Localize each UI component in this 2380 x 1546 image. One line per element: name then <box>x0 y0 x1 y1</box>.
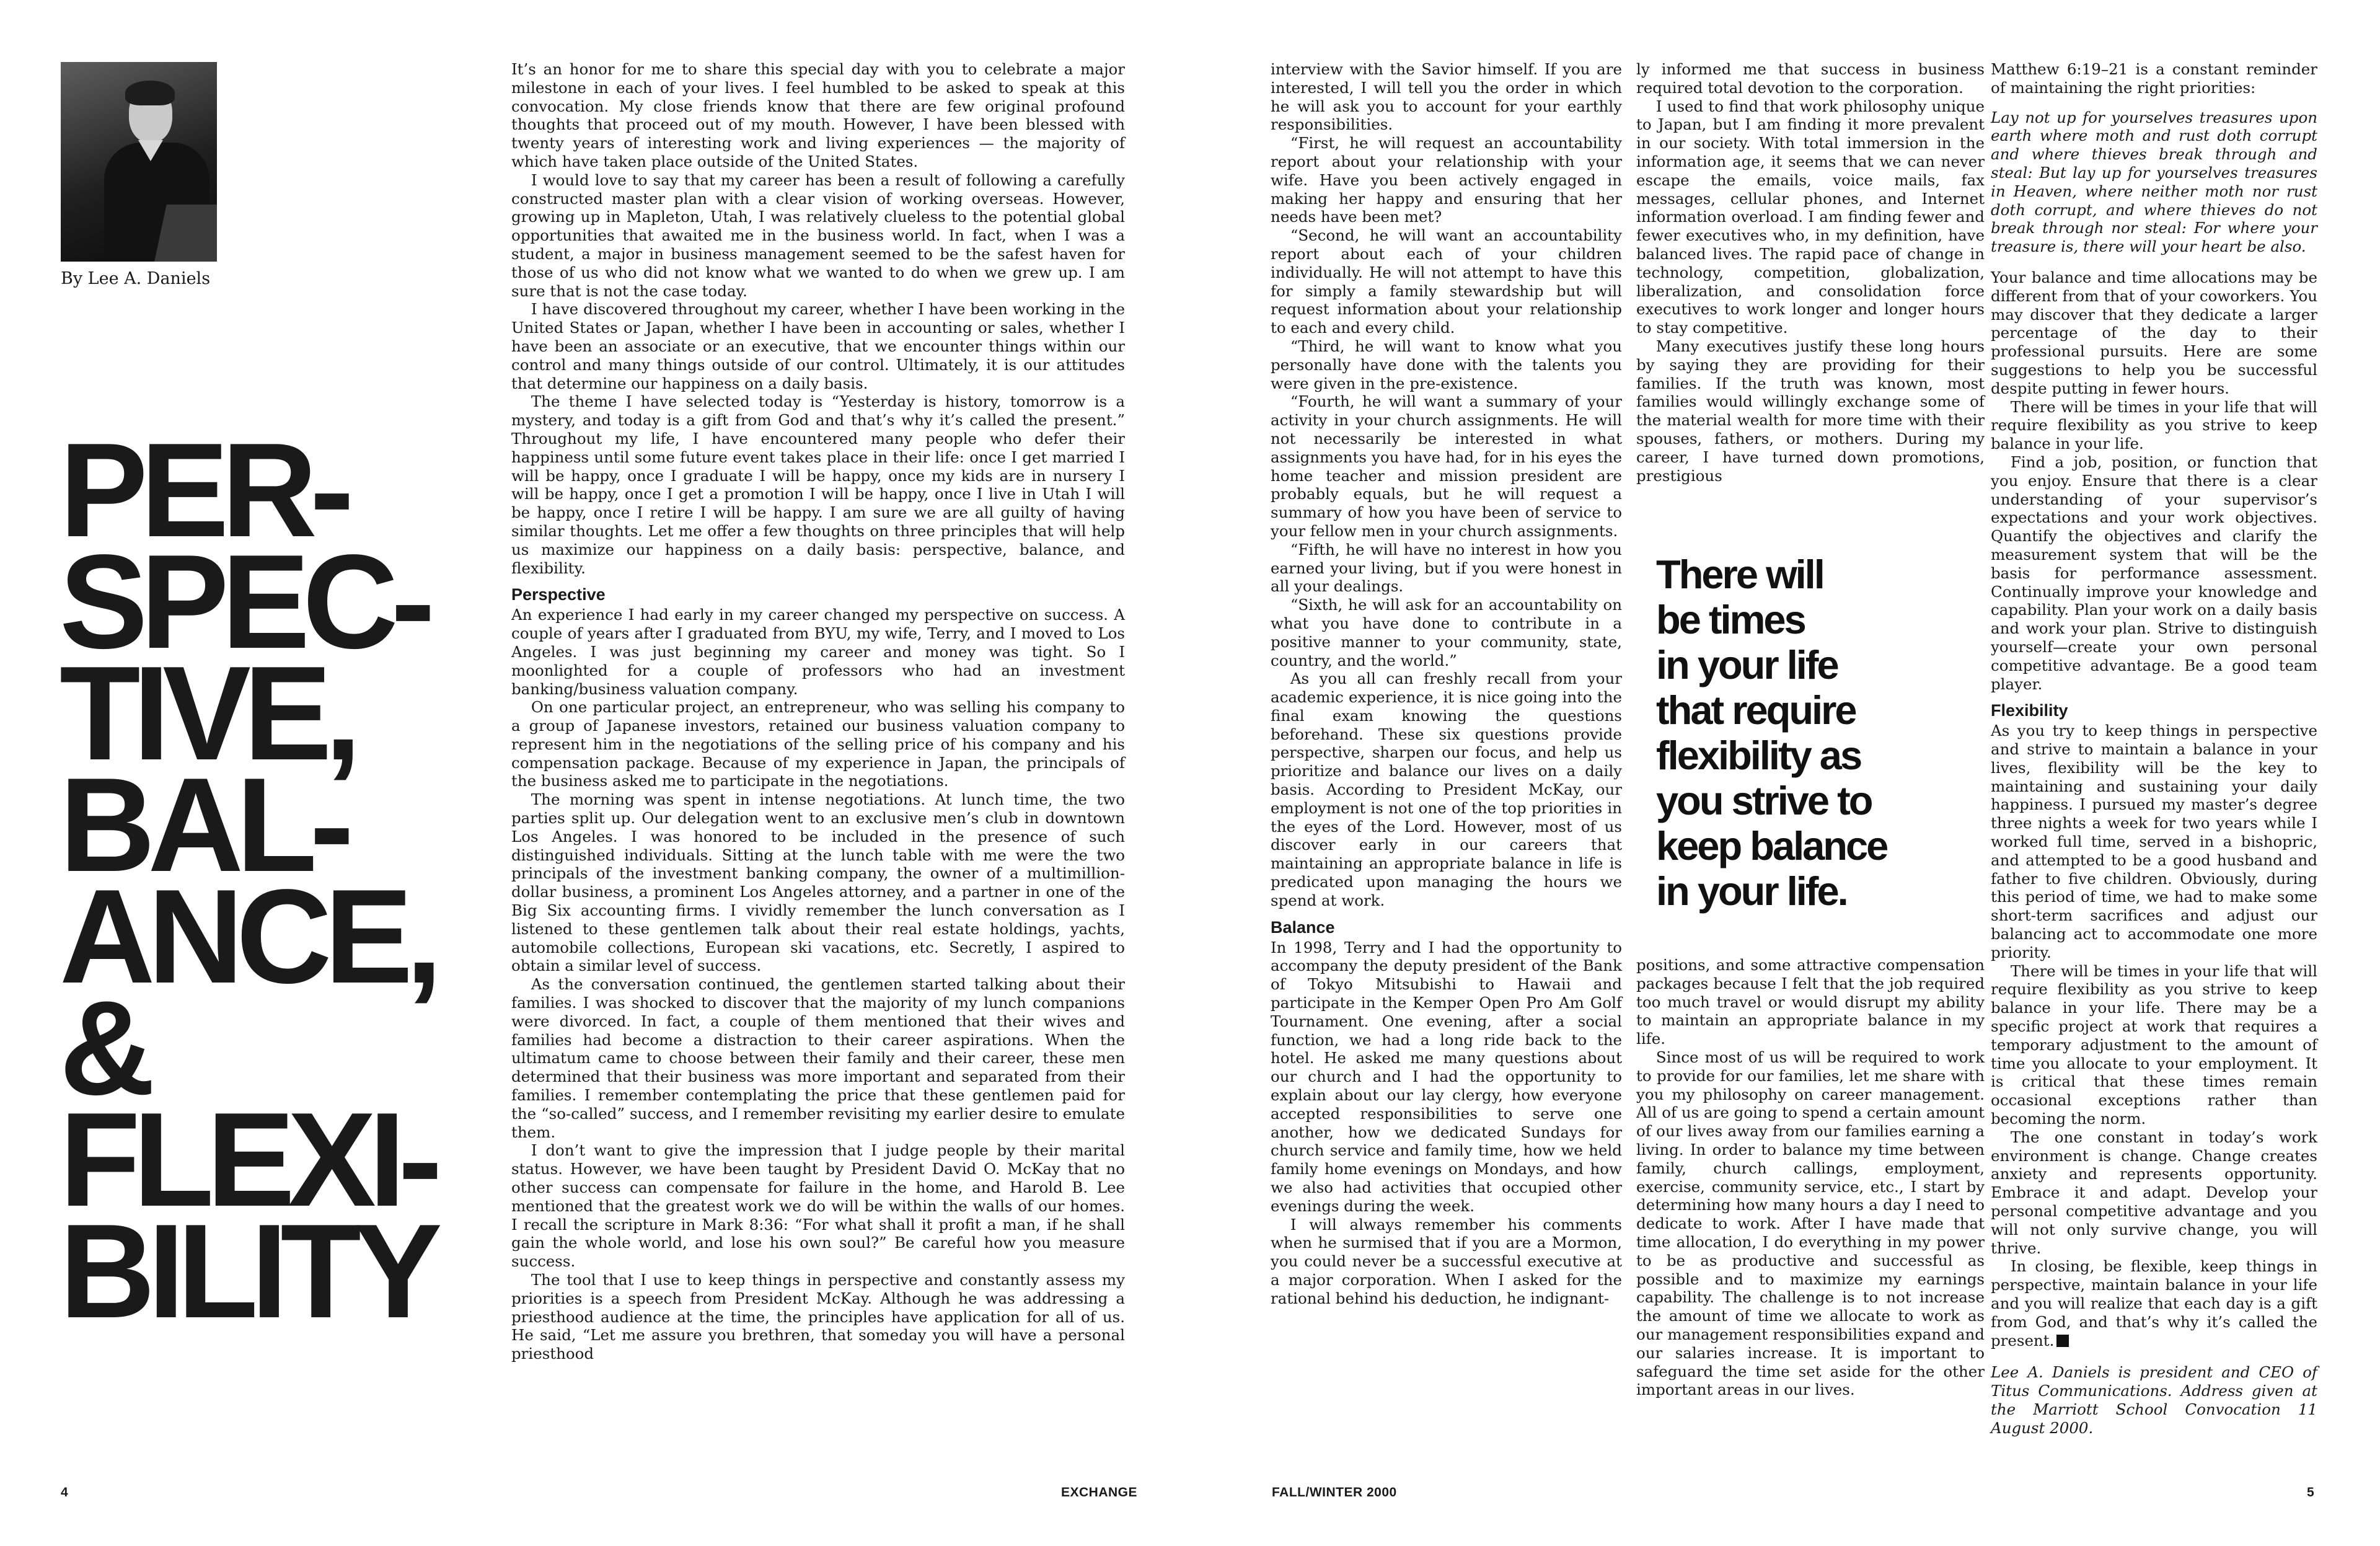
section-heading-perspective: Perspective <box>511 585 606 604</box>
headline-line: SPEC- <box>60 526 428 676</box>
paragraph: Matthew 6:19–21 is a constant reminder of maintaining the right priorities: <box>1991 60 2317 97</box>
paragraph: As the conversation continued, the gentlemen started talking about their families. I was shocked to discover that the majority of my lunch companions were divorced. In fact, a couple of them mentioned that their wives and families had become a distraction to their career aspirations. When the ultimatum came to choose between their family and their career, these men determined that their business was more important and separated from their families. I remember contemplating the price that these gentlemen paid for the “so-called” success, and I remember revisiting my earlier desire to emulate them. <box>511 975 1125 1141</box>
paragraph: In 1998, Terry and I had the opportunity to accompany the deputy president of the Bank of Tokyo Mitsubishi to Hawaii and participate in the Kemper Open Pro Am Golf Tournament. One evening, after a social function, we had a long ride back to the hotel. He asked me many questions about our church and I had the opportunity to explain about our lay clergy, how everyone accepted responsibilities to serve one another, how we dedicated Sundays for church service and family time, how we held family home evenings on Mondays, and how we also had activities that occupied other evenings during the week. <box>1271 938 1622 1215</box>
headline-line: BAL- <box>60 749 347 899</box>
issue-date: FALL/WINTER 2000 <box>1272 1485 1397 1500</box>
paragraph: Your balance and time allocations may be different from that of your coworkers. You may discover that they dedicate a larger percentage of the day to their professional pursuits. Here are some suggestions to help you be successful despite putting in fewer hours. <box>1991 268 2317 397</box>
headline-line: PER- <box>60 415 347 565</box>
article-column-1 <box>511 60 1125 1363</box>
paragraph: The theme I have selected today is “Yesterday is history, tomorrow is a mystery, and today is a gift from God and that’s why it’s called the present.” Throughout my life, I have encountered many people who defer their happiness until some future event takes place in their life: once I get married I will be happy, once I graduate I will be happy, once my kids are in nursery I will be happy, once I get a promotion I will be happy, once I live in Utah I will be happy, once I retire I will be happy. I am sure we are all guilty of having similar thoughts. Let me offer a few thoughts on three principles that will help us maximize our happiness on a daily basis: perspective, balance, and flexibility. <box>511 392 1125 577</box>
pull-quote <box>1656 552 1978 914</box>
pull-quote-line: flexibility as <box>1656 733 1861 778</box>
pull-quote-line: you strive to <box>1656 778 1872 823</box>
article-column-3 <box>1636 60 1985 485</box>
end-mark-icon <box>2056 1335 2069 1347</box>
headline-line: FLEXI- <box>60 1084 435 1234</box>
paragraph: interview with the Savior himself. If you are interested, I will tell you the order in which he will ask you to account for your earthly responsibilities. <box>1271 60 1622 134</box>
headline <box>60 415 483 1346</box>
paragraph: There will be times in your life that will require flexibility as you strive to keep balance in your life. There may be a specific project at work that requires a temporary adjustment to the amount of time you allocate to your employment. It is critical that these times remain occasional exceptions rather than becoming the norm. <box>1991 961 2317 1128</box>
section-heading-flexibility: Flexibility <box>1991 701 2068 720</box>
paragraph: “Second, he will want an accountability report about each of your children individually. He will not attempt to have this for simply a family stewardship but will request information about your relationship to each and every child. <box>1271 226 1622 337</box>
paragraph: It’s an honor for me to share this special day with you to celebrate a major milestone in each of your lives. I feel humbled to be asked to speak at this convocation. My close friends know that there are few original profound thoughts that proceed out of my mouth. However, I have been blessed with twenty years of interesting work and living experiences — the majority of which have taken place outside of the United States. <box>511 60 1125 170</box>
paragraph: “Fifth, he will have no interest in how you earned your living, but if you were honest in all your dealings. <box>1271 540 1622 596</box>
pull-quote-line: that require <box>1656 687 1856 733</box>
pull-quote-line: keep balance <box>1656 823 1887 868</box>
scripture-quote: Lay not up for yourselves treasures upon earth where moth and rust doth corrupt and where thieves break through and steal: But lay up for yourselves treasures in Heaven, where neither moth nor rust doth corrupt, and where thieves do not break through nor steal: For where your treasure is, there will your heart be also. <box>1991 108 2317 256</box>
paragraph: I will always remember his comments when he surmised that if you are a Mormon, you could never be a successful executive at a major corporation. When I asked for the rational behind his deduction, he indignant- <box>1271 1215 1622 1307</box>
byline: By Lee A. Daniels <box>61 269 211 288</box>
paragraph: positions, and some attractive compensation packages because I felt that the job required too much travel or would disrupt my ability to maintain an appropriate balance in my life. <box>1636 956 1985 1048</box>
paragraph: As you all can freshly recall from your academic experience, it is nice going into the final exam knowing the questions beforehand. These six questions provide perspective, sharpen our focus, and help us prioritize and balance our lives on a daily basis. According to President McKay, our employment is not one of the top priorities in the eyes of the Lord. However, most of us discover early in our careers that maintaining an appropriate balance in life is predicated upon managing the hours we spend at work. <box>1271 669 1622 909</box>
pull-quote-line: There will <box>1656 552 1823 597</box>
paragraph-closing <box>1991 1257 2317 1349</box>
section-name: EXCHANGE <box>1061 1485 1138 1500</box>
paragraph: Since most of us will be required to work to provide for our families, let me share with you my philosophy on career management. All of us are going to spend a certain amount of our lives away from our families earning a living. In order to balance my time between family, church callings, employment, exercise, community service, etc., I start by determining how many hours a day I need to dedicate to work. After I have made that time allocation, I do everything in my power to be as productive and successful as possible and to maximize my earnings capability. The challenge is to not increase the amount of time we allocate to work as our management responsibilities expand and our salaries increase. It is important to safeguard the time set aside for the other important areas in our lives. <box>1636 1048 1985 1399</box>
pull-quote-line: be times <box>1656 597 1805 642</box>
author-bio: Lee A. Daniels is president and CEO of Titus Communications. Address given at the Marriott School Convocation 11 August 2000. <box>1991 1363 2317 1437</box>
headline-line: ANCE, <box>60 861 435 1011</box>
paragraph: “First, he will request an accountability report about your relationship with your wife. Have you been actively engaged in making her happy and ensuring that her needs have been met? <box>1271 134 1622 226</box>
article-column-3-continued <box>1636 956 1985 1399</box>
headline-line: BILITY <box>60 1196 435 1346</box>
headline-line: & <box>60 973 148 1123</box>
paragraph: I have discovered throughout my career, whether I have been working in the United States or Japan, whether I have been in accounting or sales, whether I have been an associate or an executive, that we encounter things within our control and many things outside of our control. Ultimately, it is our attitudes that determine our happiness on a daily basis. <box>511 300 1125 392</box>
paragraph: An experience I had early in my career changed my perspective on success. A couple of years after I graduated from BYU, my wife, Terry, and I moved to Los Angeles. I was just beginning my career and money was tight. So I moonlighted for a couple of professors who had an investment banking/business valuation company. <box>511 606 1125 698</box>
paragraph: I don’t want to give the impression that I judge people by their marital status. However, we have been taught by President David O. McKay that no other success can compensate for failure in the home, and Harold B. Lee mentioned that the greatest work we do will be within the walls of our homes. I recall the scripture in Mark 8:36: “For what shall it profit a man, if he shall gain the whole world, and lose his own soul?” Be careful how you measure success. <box>511 1141 1125 1271</box>
paragraph: I used to find that work philosophy unique to Japan, but I am finding it more prevalent in our society. With total immersion in the information age, it seems that we can never escape the emails, voice mails, fax messages, cellular phones, and Internet information overload. I am finding fewer and fewer executives who, in my definition, have balanced lives. The rapid pace of change in technology, competition, globalization, liberalization, and consolidation force executives to work longer and longer hours to stay competitive. <box>1636 97 1985 337</box>
paragraph: The morning was spent in intense negotiations. At lunch time, the two parties split up. Our delegation went to an exclusive men’s club in downtown Los Angeles. I was honored to be included in the presence of such distinguished individuals. Sitting at the lunch table with me were the two principals of the investment banking company, the owner of a multimillion-dollar business, a prominent Los Angeles attorney, and a partner in one of the Big Six accounting firms. I vividly remember the lunch conversation as I listened to these gentlemen talk about their real estate holdings, yachts, automobile collections, European ski vacations, etc. Secretly, I aspired to obtain a similar level of success. <box>511 790 1125 975</box>
paragraph: On one particular project, an entrepreneur, who was selling his company to a group of Japanese investors, retained our business valuation company to represent him in the negotiations of the selling price of his company and his compensation package. Because of my experience in Japan, the principals of the business asked me to participate in the negotiations. <box>511 698 1125 790</box>
paragraph: “Fourth, he will want a summary of your activity in your church assignments. He will not necessarily be interested in what assignments you have had, for in his eyes the home teacher and mission president are probably equals, but he will request a summary of how you have been of service to your fellow men in your church assignments. <box>1271 392 1622 540</box>
paragraph: “Third, he will want to know what you personally have done with the talents you were given in the pre-existence. <box>1271 337 1622 392</box>
author-photo <box>61 62 217 262</box>
page-number-right: 5 <box>2307 1485 2315 1500</box>
paragraph: “Sixth, he will ask for an accountability on what you have done to contribute in a positive manner to your community, state, country, and the world.” <box>1271 596 1622 669</box>
paragraph: The tool that I use to keep things in perspective and constantly assess my priorities is a speech from President McKay. Although he was addressing a priesthood audience at the time, the principles have application for all of us. He said, “Let me assure you brethren, that someday you will have a personal priesthood <box>511 1271 1125 1363</box>
pull-quote-line: in your life. <box>1656 868 1847 914</box>
page-number-left: 4 <box>61 1485 69 1500</box>
pull-quote-line: in your life <box>1656 642 1838 687</box>
article-column-4 <box>1991 60 2317 1438</box>
paragraph: Find a job, position, or function that you enjoy. Ensure that there is a clear understanding of your supervisor’s expectations and your work objectives. Quantify the objectives and clarify the measurement system that will be the basis for performance assessment. Continually improve your knowledge and capability. Plan your work on a daily basis and work your plan. Strive to distinguish yourself—create your own personal competitive advantage. Be a good team player. <box>1991 453 2317 693</box>
paragraph: The one constant in today’s work environment is change. Change creates anxiety and represents opportunity. Embrace it and adapt. Develop your personal competitive advantage and you will not only survive change, you will thrive. <box>1991 1128 2317 1257</box>
paragraph: There will be times in your life that will require flexibility as you strive to keep balance in your life. <box>1991 397 2317 453</box>
paragraph: As you try to keep things in perspective and strive to maintain a balance in your lives, flexibility will be the key to maintaining and sustaining your daily happiness. I pursued my master’s degree three nights a week for two years while I worked full time, served in a bishopric, and attempted to be a good husband and father to five children. Obviously, during this period of time, we had to make some short-term sacrifices and adjust our balancing act to accommodate one more priority. <box>1991 722 2317 961</box>
closing-text: In closing, be flexible, keep things in perspective, maintain balance in your life and you will realize that each day is a gift from God, and that’s why it’s called the present. <box>1991 1257 2317 1349</box>
headline-line: TIVE, <box>60 638 355 788</box>
section-heading-balance: Balance <box>1271 917 1335 937</box>
paragraph: I would love to say that my career has been a result of following a carefully constructed master plan with a clear vision of working overseas. However, growing up in Mapleton, Utah, I was relatively clueless to the potential global opportunities that awaited me in the business world. In fact, when I was a student, a major in business management seemed to be the safest haven for those of us who did not know what we wanted to do when we grew up. I am sure that is not the case today. <box>511 170 1125 300</box>
paragraph: Many executives justify these long hours by saying they are providing for their families. If the truth was known, most families would willingly exchange some of the material wealth for more time with their spouses, fathers, or mothers. During my career, I have turned down promotions, prestigious <box>1636 337 1985 485</box>
paragraph: ly informed me that success in business required total devotion to the corporation. <box>1636 60 1985 97</box>
article-column-2 <box>1271 60 1622 1308</box>
